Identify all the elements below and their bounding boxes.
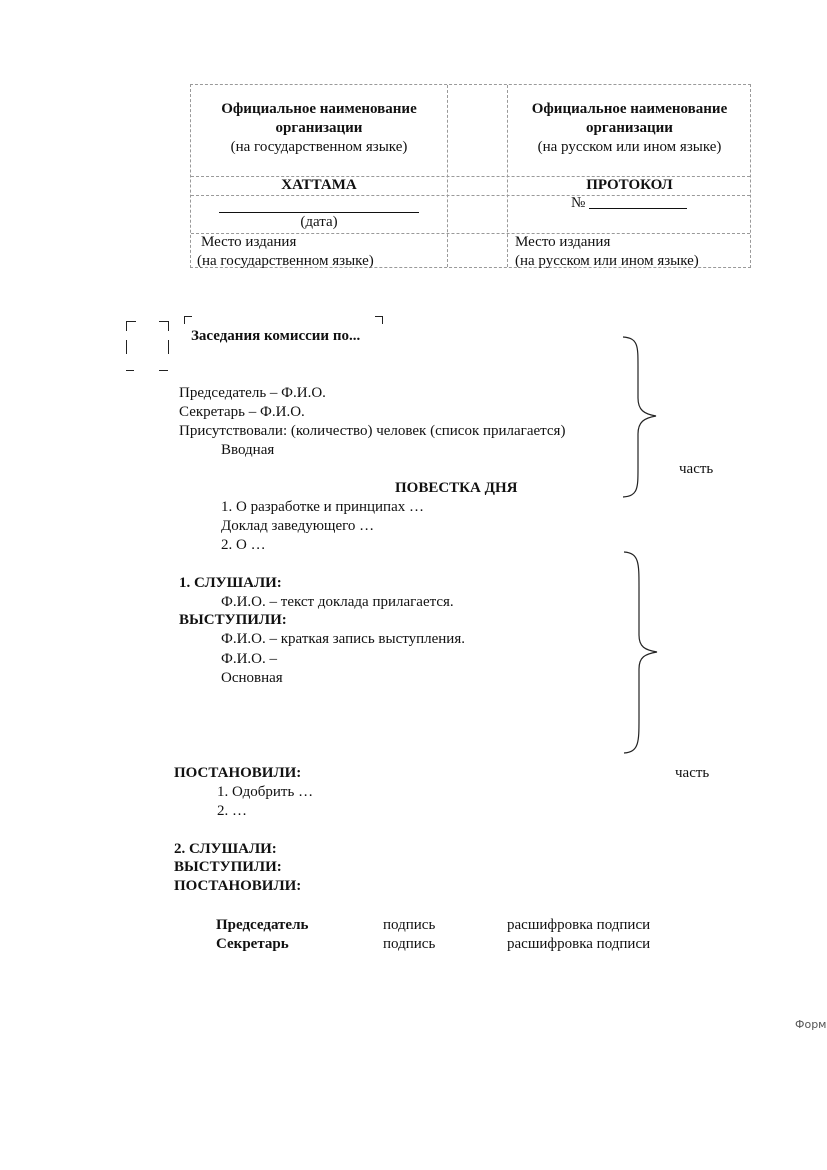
part-label: часть [675, 765, 710, 781]
right-doc-title: ПРОТОКОЛ [586, 177, 673, 193]
agenda-item: 1. О разработке и принципах … [221, 499, 424, 515]
curly-brace-intro [620, 336, 660, 498]
right-place-label: Место издания [515, 234, 611, 250]
left-org-name [191, 100, 447, 157]
corner-mark [168, 340, 169, 354]
right-org-name-line2: организации [586, 120, 673, 136]
corner-mark [159, 321, 169, 331]
decided-item: 2. … [217, 803, 247, 819]
heard-text: Ф.И.О. – текст доклада прилагается. [221, 594, 454, 610]
spoke-text: Ф.И.О. – [221, 651, 278, 667]
secretary-line: Секретарь – Ф.И.О. [179, 404, 305, 420]
corner-mark [126, 370, 134, 371]
corner-mark [184, 316, 192, 324]
corner-mark [159, 370, 168, 371]
left-org-name-line2: организации [275, 120, 363, 136]
protocol-number [571, 194, 687, 213]
left-place-sub: (на государственном языке) [197, 253, 374, 269]
spoke-heading: ВЫСТУПИЛИ: [174, 859, 282, 875]
spoke-text: Ф.И.О. – краткая запись выступления. [221, 631, 465, 647]
meeting-title: Заседания комиссии по... [191, 328, 361, 344]
corner-mark [375, 316, 383, 324]
right-org-name-line1: Официальное наименование [531, 101, 728, 117]
decided-item: 1. Одобрить … [217, 784, 314, 800]
signature-chairman-sign: подпись [383, 917, 436, 933]
date-label: (дата) [300, 214, 338, 230]
footer-cut-text: Форм [795, 1018, 827, 1031]
number-sign: № [571, 195, 586, 211]
right-org-name [507, 100, 752, 157]
signature-secretary-label: Секретарь [216, 936, 289, 952]
spoke-heading: ВЫСТУПИЛИ: [179, 612, 287, 628]
signature-secretary-sign: подпись [383, 936, 436, 952]
agenda-heading: ПОВЕСТКА ДНЯ [395, 480, 518, 496]
part-label: часть [679, 461, 714, 477]
signature-chairman-label: Председатель [216, 917, 309, 933]
left-place [197, 233, 374, 271]
attendees-line: Присутствовали: (количество) человек (список прилагается) [179, 423, 566, 439]
number-line [589, 194, 687, 209]
corner-mark [126, 340, 127, 354]
intro-label: Вводная [221, 442, 275, 458]
chairman-line: Председатель – Ф.И.О. [179, 385, 326, 401]
header-table [190, 84, 751, 268]
agenda-item: 2. О … [221, 537, 266, 553]
corner-mark [126, 321, 136, 331]
left-org-name-line1: Официальное наименование [221, 101, 417, 117]
left-place-label: Место издания [201, 234, 297, 250]
right-place [515, 233, 699, 271]
signature-chairman-decode: расшифровка подписи [507, 917, 651, 933]
signature-secretary-decode: расшифровка подписи [507, 936, 651, 952]
decided-heading: ПОСТАНОВИЛИ: [174, 765, 302, 781]
table-col-divider [447, 85, 448, 267]
curly-brace-main [621, 551, 661, 754]
left-org-name-sub: (на государственном языке) [230, 139, 408, 155]
main-label: Основная [221, 670, 283, 686]
right-org-name-sub: (на русском или ином языке) [537, 139, 722, 155]
decided-heading: ПОСТАНОВИЛИ: [174, 878, 302, 894]
right-place-sub: (на русском или ином языке) [515, 253, 699, 269]
left-doc-title: ХАТТАМА [281, 177, 357, 193]
agenda-report: Доклад заведующего … [221, 518, 375, 534]
heard-heading: 1. СЛУШАЛИ: [179, 575, 282, 591]
heard-heading: 2. СЛУШАЛИ: [174, 841, 277, 857]
